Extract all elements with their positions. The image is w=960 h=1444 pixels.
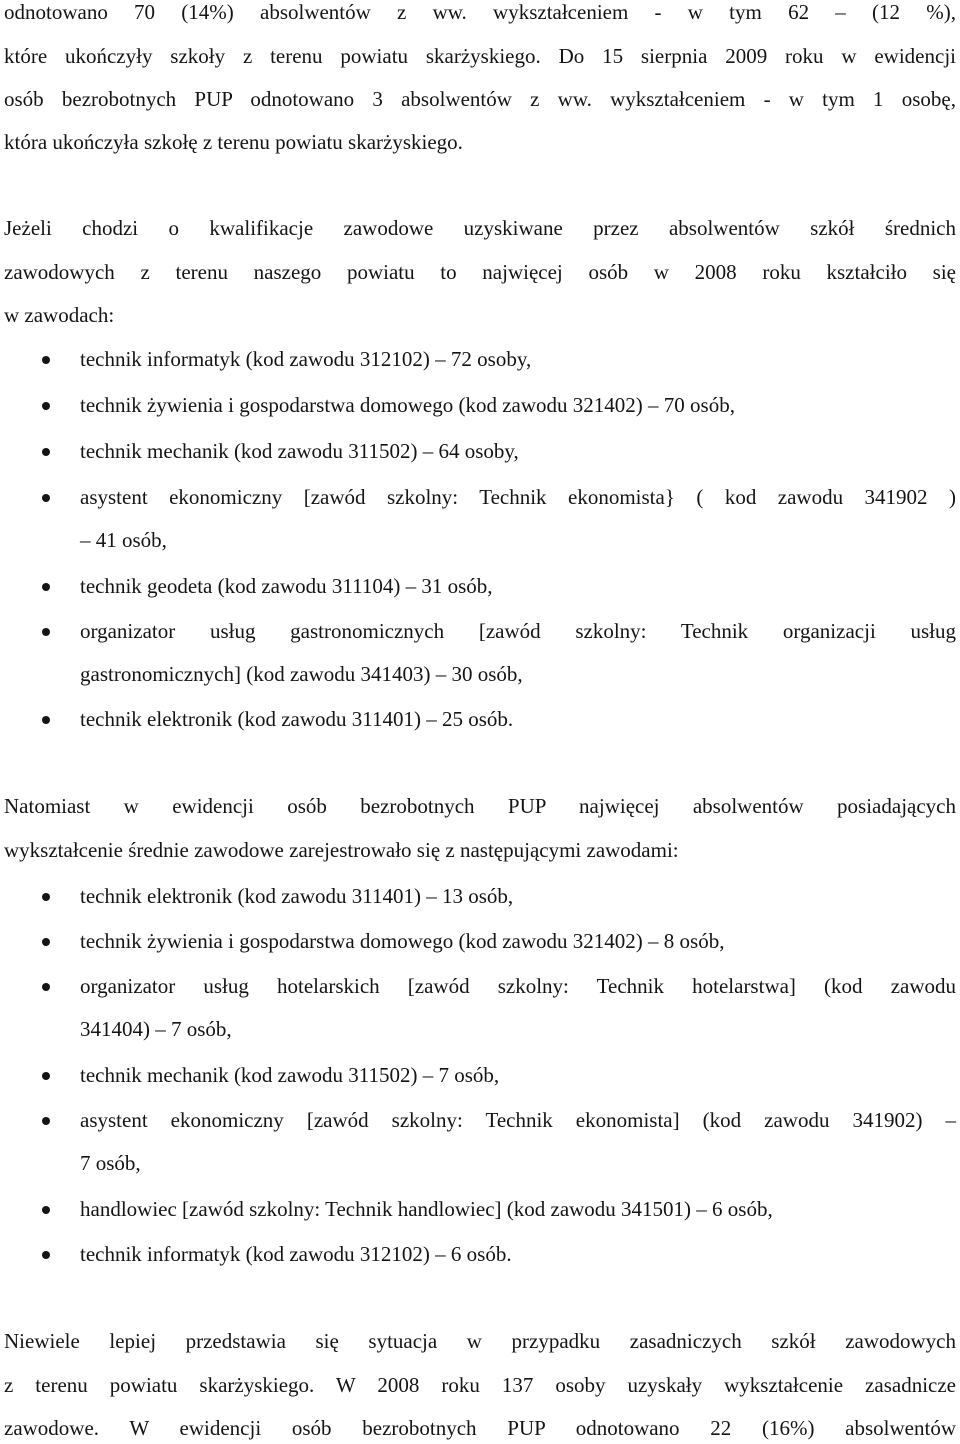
bullet-marker: [42, 1117, 50, 1125]
intro-line-1: odnotowano 70 (14%) absolwentów z ww. wykształceniem - w tym 62 – (12 %),: [4, 0, 956, 24]
section1-line-1: Jeżeli chodzi o kwalifikacje zawodowe uzyskiwane przez absolwentów szkół średnich: [4, 216, 956, 240]
bullet-marker: [42, 1072, 50, 1080]
section3-line-1: Niewiele lepiej przedstawia się sytuacja w przypadku zasadniczych szkół zawodowych: [4, 1329, 956, 1353]
list-item: technik mechanik (kod zawodu 311502) – 64 osoby,: [80, 439, 519, 463]
intro-line-4: która ukończyła szkołę z terenu powiatu skarżyskiego.: [4, 130, 463, 154]
section2-line-1: Natomiast w ewidencji osób bezrobotnych PUP najwięcej absolwentów posiadających: [4, 794, 956, 818]
list-item: handlowiec [zawód szkolny: Technik handlowiec] (kod zawodu 341501) – 6 osób,: [80, 1197, 773, 1221]
bullet-marker: [42, 938, 50, 946]
bullet-marker: [42, 448, 50, 456]
section1-line-2: zawodowych z terenu naszego powiatu to najwięcej osób w 2008 roku kształciło się: [4, 260, 956, 284]
list-item: organizator usług gastronomicznych [zawód szkolny: Technik organizacji usług: [80, 619, 956, 643]
bullet-marker: [42, 356, 50, 364]
list-item: technik geodeta (kod zawodu 311104) – 31 osób,: [80, 574, 493, 598]
list-item: technik żywienia i gospodarstwa domowego (kod zawodu 321402) – 70 osób,: [80, 393, 735, 417]
list-item: technik mechanik (kod zawodu 311502) – 7 osób,: [80, 1063, 500, 1087]
list-item: organizator usług hotelarskich [zawód szkolny: Technik hotelarstwa] (kod zawodu: [80, 974, 956, 998]
bullet-marker: [42, 1206, 50, 1214]
bullet-marker: [42, 494, 50, 502]
list-item: asystent ekonomiczny [zawód szkolny: Technik ekonomista} ( kod zawodu 341902 ): [80, 485, 956, 509]
bullet-marker: [42, 1251, 50, 1259]
intro-line-3: osób bezrobotnych PUP odnotowano 3 absolwentów z ww. wykształceniem - w tym 1 osobę,: [4, 87, 956, 111]
bullet-marker: [42, 402, 50, 410]
bullet-marker: [42, 628, 50, 636]
section3-line-3: zawodowe. W ewidencji osób bezrobotnych PUP odnotowano 22 (16%) absolwentów: [4, 1416, 956, 1440]
bullet-marker: [42, 583, 50, 591]
list-item-continuation: gastronomicznych] (kod zawodu 341403) – 30 osób,: [80, 662, 523, 686]
list-item-continuation: – 41 osób,: [80, 528, 167, 552]
bullet-marker: [42, 983, 50, 991]
list-item: technik elektronik (kod zawodu 311401) – 25 osób.: [80, 707, 514, 731]
list-item-continuation: 7 osób,: [80, 1151, 141, 1175]
list-item: technik informatyk (kod zawodu 312102) – 6 osób.: [80, 1242, 512, 1266]
section2-line-2: wykształcenie średnie zawodowe zarejestrowało się z następującymi zawodami:: [4, 838, 679, 862]
list-item: technik żywienia i gospodarstwa domowego (kod zawodu 321402) – 8 osób,: [80, 929, 725, 953]
intro-line-2: które ukończyły szkoły z terenu powiatu skarżyskiego. Do 15 sierpnia 2009 roku w ewidencji: [4, 44, 956, 68]
list-item: technik informatyk (kod zawodu 312102) – 72 osoby,: [80, 347, 532, 371]
bullet-marker: [42, 716, 50, 724]
list-item: asystent ekonomiczny [zawód szkolny: Technik ekonomista] (kod zawodu 341902) –: [80, 1108, 956, 1132]
list-item-continuation: 341404) – 7 osób,: [80, 1017, 232, 1041]
bullet-marker: [42, 893, 50, 901]
section3-line-2: z terenu powiatu skarżyskiego. W 2008 roku 137 osoby uzyskały wykształcenie zasadnicze: [4, 1373, 956, 1397]
list-item: technik elektronik (kod zawodu 311401) – 13 osób,: [80, 884, 514, 908]
section1-line-3: w zawodach:: [4, 303, 115, 327]
